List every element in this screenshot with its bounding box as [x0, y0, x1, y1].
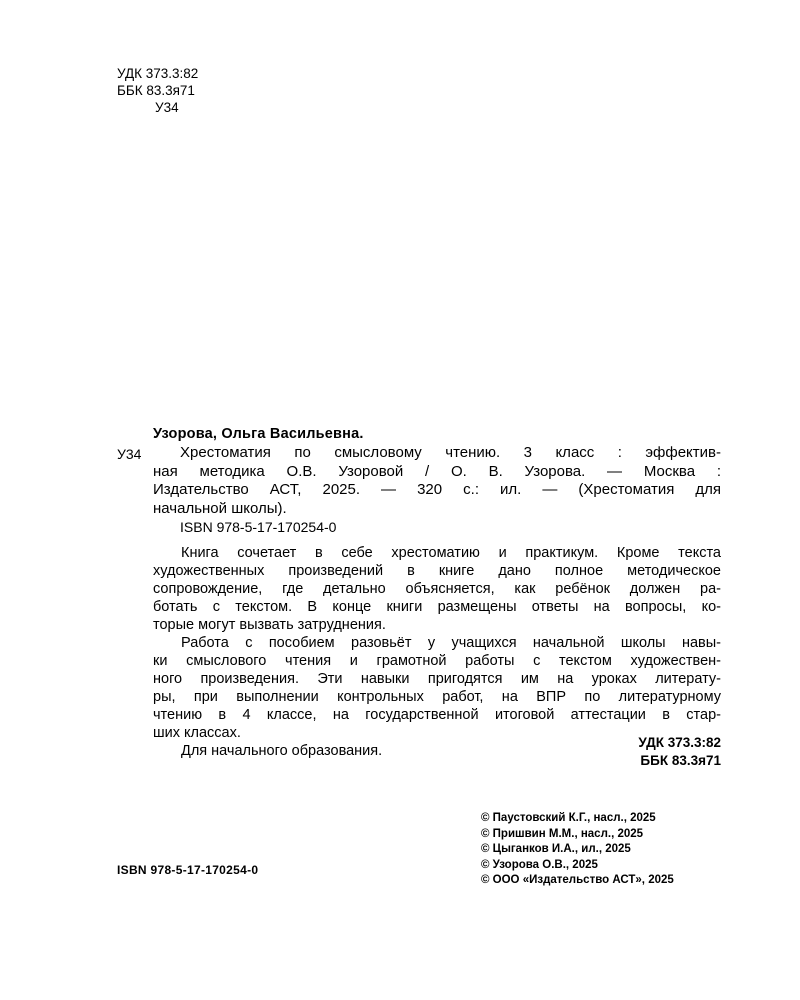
- copyright-list: [481, 811, 674, 889]
- bibliographic-description: [153, 444, 721, 518]
- annotation-line: торые могут вызвать затруднения.: [153, 617, 386, 633]
- copyright-line: © Пришвин М.М., насл., 2025: [481, 827, 644, 840]
- annotation: [153, 544, 721, 760]
- classification-codes-right: [560, 734, 721, 769]
- annotation-line: Работа с пособием разовьёт у учащихся начальной школы навы-: [181, 635, 721, 651]
- bbk-code: ББК 83.3я71: [117, 83, 195, 98]
- copyright-line: © Цыганков И.А., ил., 2025: [481, 843, 631, 855]
- copyright-line: © Узорова О.В., 2025: [481, 858, 598, 871]
- description-line: начальной школы).: [153, 499, 287, 517]
- copyright-line: © ООО «Издательство АСТ», 2025: [481, 874, 674, 886]
- description-line: ная методика О.В. Узоровой / О. В. Узорова. — Москва :: [153, 462, 721, 480]
- annotation-line: ки смыслового чтения и грамотной работы с текстом художествен-: [153, 653, 721, 669]
- description-line: Издательство АСТ, 2025. — 320 с.: ил. — (Хрестоматия для: [153, 481, 721, 498]
- annotation-line: чтению в 4 классе, на государственной итоговой аттестации в стар-: [153, 707, 721, 723]
- annotation-line: ры, при выполнении контрольных работ, на ВПР по литературному: [153, 689, 721, 705]
- annotation-line: ботать с текстом. В конце книги размещены ответы на вопросы, ко-: [153, 599, 721, 615]
- isbn-line: ISBN 978-5-17-170254-0: [180, 519, 337, 535]
- udk-code: УДК 373.3:82: [117, 66, 199, 81]
- annotation-line: сопровождение, где детально объясняется, как ребёнок должен ра-: [153, 581, 721, 597]
- isbn-bold: ISBN 978-5-17-170254-0: [117, 863, 259, 877]
- udk-code-bold: УДК 373.3:82: [638, 735, 721, 750]
- copyright-line: © Паустовский К.Г., насл., 2025: [481, 812, 656, 824]
- bbk-code-bold: ББК 83.3я71: [640, 752, 721, 768]
- author-mark: У34: [155, 100, 179, 115]
- description-line: Хрестоматия по смысловому чтению. 3 класс : эффектив-: [180, 444, 721, 461]
- library-code: У34: [117, 446, 142, 462]
- top-classification-codes: [117, 65, 198, 116]
- annotation-line: ного произведения. Эти навыки пригодятся им на уроках литерату-: [153, 671, 721, 687]
- annotation-line: ших классах.: [153, 725, 241, 741]
- annotation-line: Книга сочетает в себе хрестоматию и практикум. Кроме текста: [181, 545, 721, 561]
- annotation-line: Для начального образования.: [181, 743, 383, 759]
- author-heading: Узорова, Ольга Васильевна.: [153, 426, 364, 442]
- annotation-line: художественных произведений в книге дано полное методическое: [153, 563, 721, 579]
